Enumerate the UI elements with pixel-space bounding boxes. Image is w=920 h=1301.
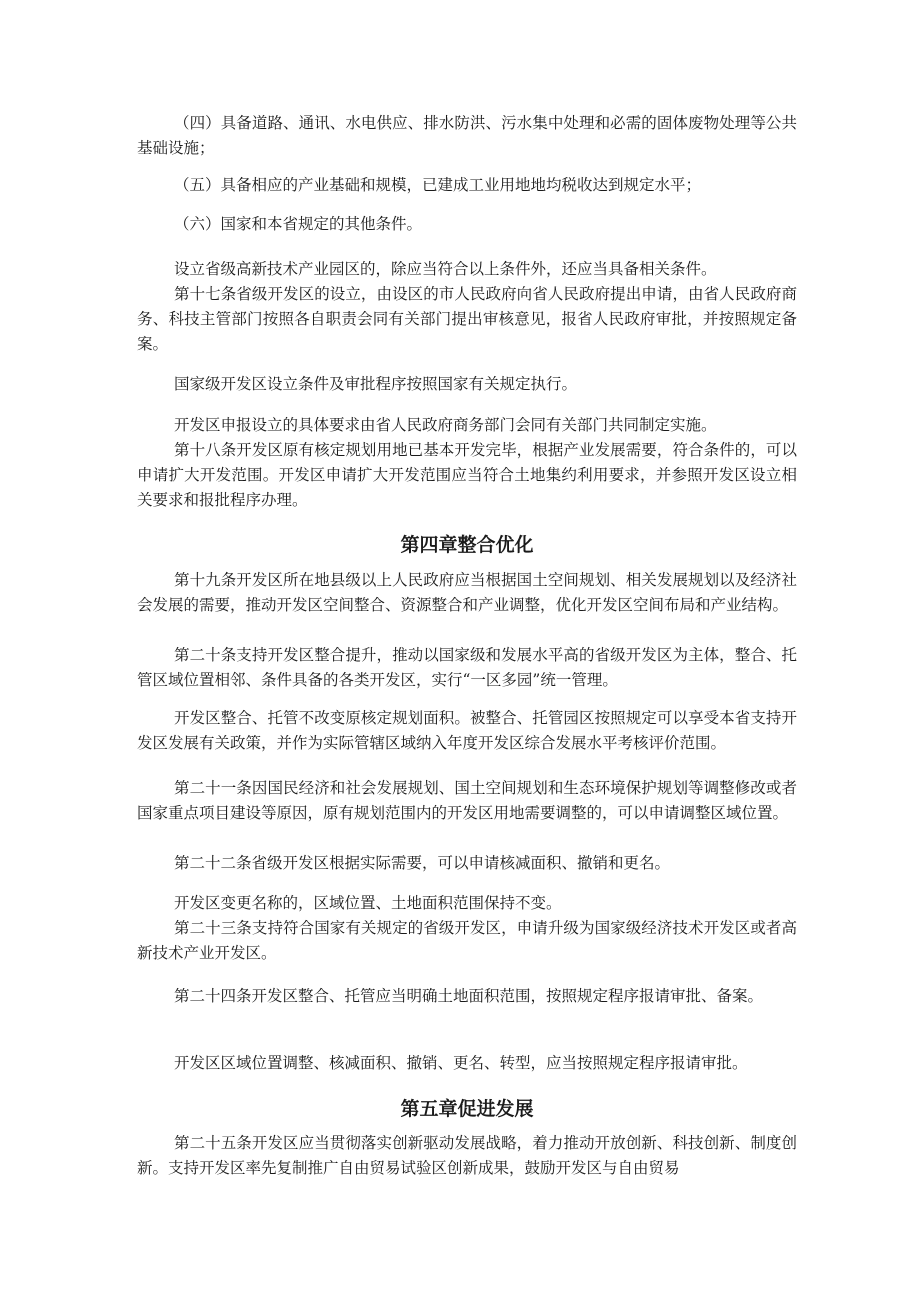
paragraph-integration-area: 开发区整合、托管不改变原核定规划面积。被整合、托管园区按照规定可以享受本省支持开发区发展有关政策，并作为实际管辖区域纳入年度开发区综合发展水平考核评价范围。 [137,709,797,752]
paragraph-article-24: 第二十四条开发区整合、托管应当明确土地面积范围，按照规定程序报请审批、备案。 [174,987,764,1005]
paragraph-article-21: 第二十一条因国民经济和社会发展规划、国土空间规划和生态环境保护规划等调整修改或者国家重点项目建设等原因，原有规划范围内的开发区用地需要调整的，可以申请调整区域位置。 [137,779,797,822]
paragraph-article-25: 第二十五条开发区应当贯彻落实创新驱动发展战略，着力推动开放创新、科技创新、制度创新。支持开发区率先复制推广自由贸易试验区创新成果，鼓励开发区与自由贸易 [137,1134,797,1177]
paragraph-article-19: 第十九条开发区所在地县级以上人民政府应当根据国土空间规划、相关发展规划以及经济社会发展的需要，推动开发区空间整合、资源整合和产业调整，优化开发区空间布局和产业结构。 [137,571,797,614]
paragraph-item-5: （五）具备相应的产业基础和规模，已建成工业用地地均税收达到规定水平； [174,176,702,194]
paragraph-hightech-park: 设立省级高新技术产业园区的，除应当符合以上条件外，还应当具备相关条件。 [174,260,717,278]
paragraph-application-requirements: 开发区申报设立的具体要求由省人民政府商务部门会同有关部门共同制定实施。 [174,416,717,434]
paragraph-article-20: 第二十条支持开发区整合提升，推动以国家级和发展水平高的省级开发区为主体，整合、托管区域位置相邻、条件具备的各类开发区，实行“一区多园”统一管理。 [137,646,797,689]
paragraph-article-18: 第十八条开发区原有核定规划用地已基本开发完毕，根据产业发展需要，符合条件的，可以申请扩大开发范围。开发区申请扩大开发范围应当符合土地集约利用要求，并参照开发区设立相关要求和报批程序办理。 [137,441,797,509]
paragraph-item-6: （六）国家和本省规定的其他条件。 [174,215,423,233]
paragraph-article-17: 第十七条省级开发区的设立，由设区的市人民政府向省人民政府提出申请，由省人民政府商务、科技主管部门按照各自职责会同有关部门提出审核意见，报省人民政府审批，并按照规定备案。 [137,285,797,353]
paragraph-national-zone: 国家级开发区设立条件及审批程序按照国家有关规定执行。 [174,375,578,393]
paragraph-location-adjustment: 开发区区域位置调整、核减面积、撤销、更名、转型，应当按照规定程序报请审批。 [174,1054,748,1072]
paragraph-article-22: 第二十二条省级开发区根据实际需要，可以申请核减面积、撤销和更名。 [174,854,671,872]
paragraph-article-23: 第二十三条支持符合国家有关规定的省级开发区，申请升级为国家级经济技术开发区或者高新技术产业开发区。 [137,919,797,962]
paragraph-name-change: 开发区变更名称的，区域位置、土地面积范围保持不变。 [174,894,562,912]
chapter-4-title: 第四章整合优化 [400,534,534,556]
paragraph-item-4: （四）具备道路、通讯、水电供应、排水防洪、污水集中处理和必需的固体废物处理等公共基础设施； [137,114,797,157]
chapter-5-title: 第五章促进发展 [400,1098,534,1120]
